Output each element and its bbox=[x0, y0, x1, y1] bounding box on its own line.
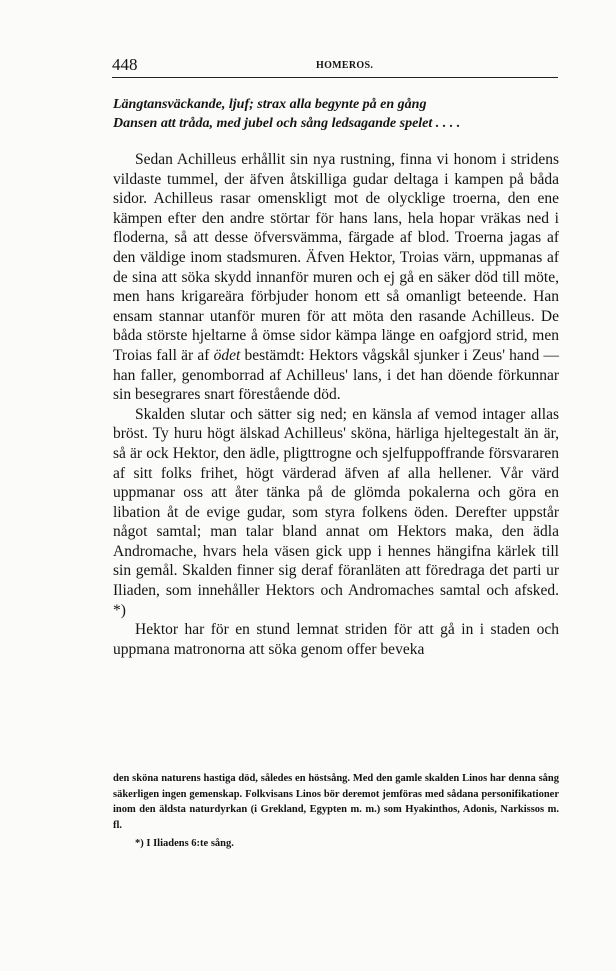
verse-line: Dansen att tråda, med jubel och sång ledsagande spelet . . . . bbox=[113, 116, 461, 131]
paragraph-2: Skalden slutar och sätter sig ned; en känsla af vemod intager allas bröst. Ty huru högt älskad Achilleus' sköna, härliga hjeltegestalt än är, så är ock Hektor, den ädle, pligttrogne och sjelfuppoffrande försvararen af sitt folks frihet, högt värderad äfven af alla hellener. Vår värd uppmanar oss att åter tänka på de glömda pokalerna och göra en libation åt de evige gudar, som styra folkens öden. Derefter uppstår något samtal; man talar bland annat om Hektors maka, den ädla Andromache, hvars hela väsen gick upp i hennes hängifna kärlek till sin gemål. Skalden finner sig deraf föranläten att föredraga det parti ur Iliaden, som innehåller Hektors och Andromaches samtal och afsked. *) bbox=[113, 405, 559, 619]
footnote-note: *) I Iliadens 6:te sång. bbox=[135, 838, 234, 849]
paragraph-3: Hektor har för en stund lemnat striden för att gå in i staden och uppmana matronorna att söka genom offer beveka bbox=[113, 621, 559, 658]
footnotes bbox=[113, 771, 559, 852]
page-number: 448 bbox=[112, 55, 138, 74]
paragraph-1-text: Sedan Achilleus erhållit sin nya rustning, finna vi honom i stridens vildaste tummel, der äfven åtskilliga gudar deltaga i kampen på båda sidor. Achilleus rasar omenskligt mot de olycklige troerna, den ene kämpen efter den andre störtar för hans lans, hela hopar vräkas ned i floderna, så att desse öfversvämma, färgade af blod. Troerna jagas af den väldige inom stadsmuren. Äfven Hektor, Troias värn, uppmanas af de sina att söka skydd innanför muren och ej gå en säker död till möte, men hans krigareära förbjuder honom ett så omanligt beteende. Han ensam stannar utanför muren för att möta den rasande Achilleus. De båda störste hjeltarne å ömse sidor kämpa länge en oafgjord strid, men Troias fall är af bbox=[113, 151, 559, 364]
emphasis-odet: ödet bbox=[213, 346, 241, 364]
footnote-continuation: den sköna naturens hastiga död, således en höstsång. Med den gamle skalden Linos har denna sång säkerligen ingen gemenskap. Folkvisans Linos bör deremot jemföras med sådana personifikationer inom den äldsta naturdyrkan (i Grekland, Egypten m. m.) som Hyakinthos, Adonis, Narkissos m. fl. bbox=[113, 773, 559, 831]
header-rule bbox=[112, 77, 558, 78]
paragraph-1-text-end: bestämdt: Hektors vågskål sjunker i Zeus' hand — han faller, genomborrad af Achilleus' lans, i det han döende förkunnar sin besegrares snart förestående död. bbox=[113, 346, 560, 404]
running-head: HOMEROS. bbox=[316, 60, 374, 71]
paragraph-1 bbox=[113, 150, 559, 405]
verse-line: Längtansväckande, ljuf; strax alla begynte på en gång bbox=[113, 97, 427, 112]
page-header bbox=[112, 51, 558, 79]
body-text bbox=[113, 150, 559, 659]
verse-quote bbox=[113, 95, 553, 133]
